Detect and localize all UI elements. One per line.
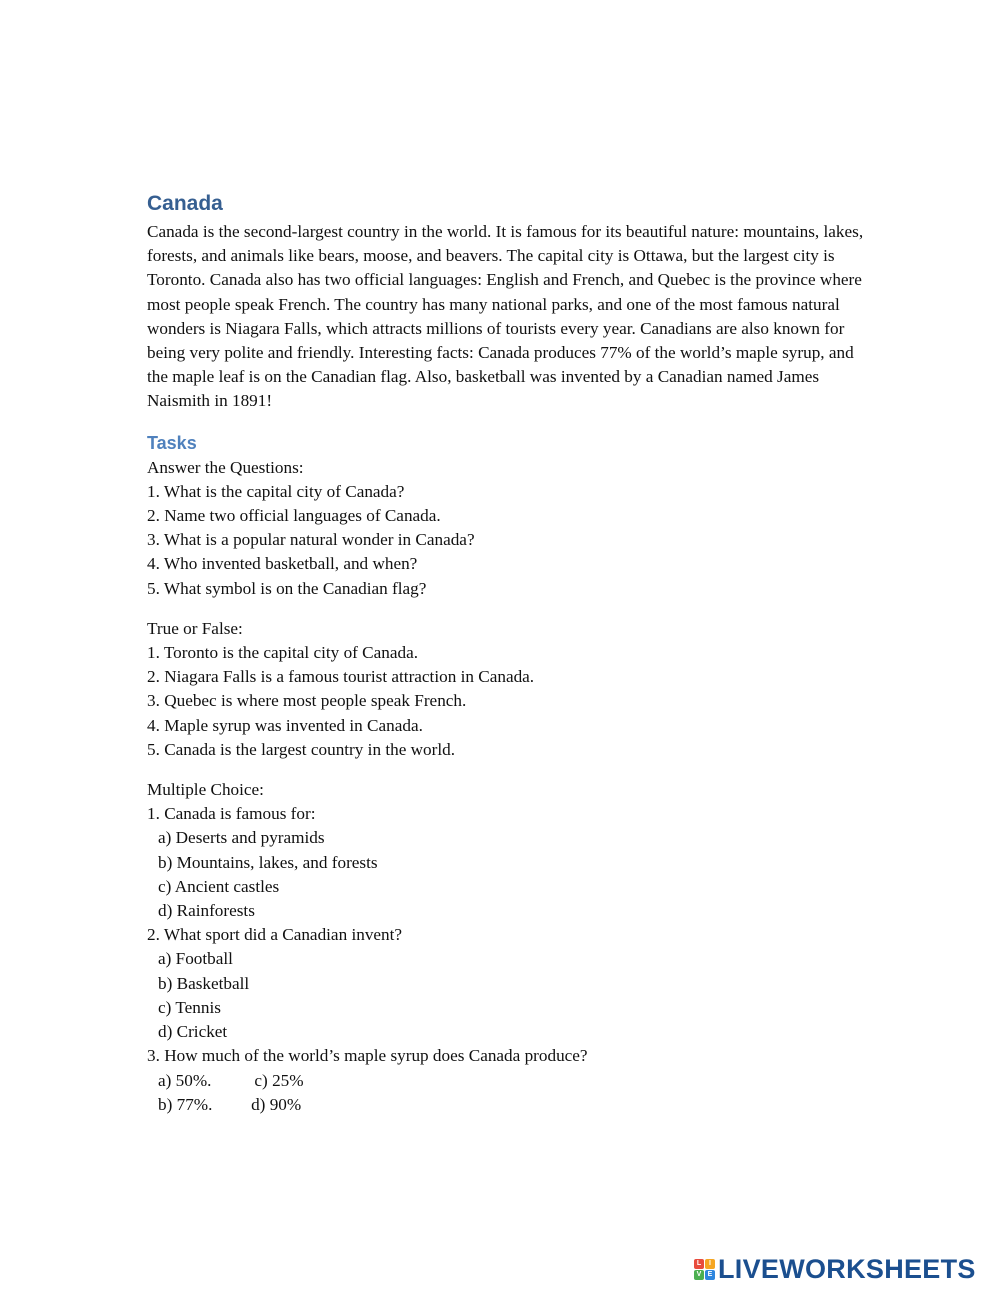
true-false-title: True or False: bbox=[147, 618, 243, 638]
mc-option: c) Ancient castles bbox=[158, 876, 280, 896]
answer-questions-section bbox=[147, 456, 867, 601]
question-item: 1. What is the capital city of Canada? bbox=[147, 481, 405, 501]
mc-option: c) Tennis bbox=[158, 997, 221, 1017]
logo-text: LIVEWORKSHEETS bbox=[718, 1254, 976, 1284]
question-item: 3. What is a popular natural wonder in Canada? bbox=[147, 530, 475, 550]
logo-mark-tile: I bbox=[705, 1259, 715, 1269]
statement-item: 5. Canada is the largest country in the world. bbox=[147, 739, 456, 759]
logo-mark-tile: V bbox=[694, 1270, 704, 1280]
worksheet-page bbox=[147, 190, 867, 1117]
mc-option: b) Basketball bbox=[158, 973, 250, 993]
logo-mark-icon bbox=[694, 1259, 715, 1280]
mc-option: b) Mountains, lakes, and forests bbox=[158, 852, 378, 872]
statement-item: 3. Quebec is where most people speak French. bbox=[147, 691, 467, 711]
liveworksheets-logo bbox=[694, 1254, 976, 1284]
mc-option: b) 77%. d) 90% bbox=[158, 1094, 302, 1114]
article-body: Canada is the second-largest country in the world. It is famous for its beautiful nature: mountains, lakes, forests, and animals like bears, moose, and beavers. The capital city is Ottawa, but the largest city is Toronto. Canada also has two official languages: English and French, and Quebec is the province where most people speak French. The country has many national parks, and one of the most famous natural wonders is Niagara Falls, which attracts millions of tourists every year. Canadians are also known for being very polite and friendly. Interesting facts: Canada produces 77% of the world’s maple syrup, and the maple leaf is on the Canadian flag. Also, basketball was invented by a Canadian named James Naismith in 1891! bbox=[147, 222, 864, 411]
mc-question: 1. Canada is famous for: bbox=[147, 804, 316, 824]
mc-option: a) 50%. c) 25% bbox=[158, 1070, 304, 1090]
mc-option: d) Rainforests bbox=[158, 901, 255, 921]
mc-option: a) Football bbox=[158, 949, 233, 969]
question-item: 4. Who invented basketball, and when? bbox=[147, 554, 418, 574]
statement-item: 4. Maple syrup was invented in Canada. bbox=[147, 715, 423, 735]
multiple-choice-title: Multiple Choice: bbox=[147, 780, 264, 800]
mc-question: 3. How much of the world’s maple syrup does Canada produce? bbox=[147, 1046, 588, 1066]
statement-item: 2. Niagara Falls is a famous tourist attraction in Canada. bbox=[147, 667, 535, 687]
tasks-heading: Tasks bbox=[147, 432, 197, 453]
logo-mark-tile: E bbox=[705, 1270, 715, 1280]
statement-item: 1. Toronto is the capital city of Canada. bbox=[147, 643, 419, 663]
multiple-choice-section bbox=[147, 778, 867, 1117]
mc-option: d) Cricket bbox=[158, 1022, 228, 1042]
article-title: Canada bbox=[147, 192, 223, 215]
question-item: 5. What symbol is on the Canadian flag? bbox=[147, 578, 427, 598]
true-false-section bbox=[147, 617, 867, 762]
answer-questions-title: Answer the Questions: bbox=[147, 457, 304, 477]
logo-mark-tile: L bbox=[694, 1259, 704, 1269]
question-item: 2. Name two official languages of Canada. bbox=[147, 506, 441, 526]
mc-option: a) Deserts and pyramids bbox=[158, 828, 325, 848]
mc-question: 2. What sport did a Canadian invent? bbox=[147, 925, 403, 945]
